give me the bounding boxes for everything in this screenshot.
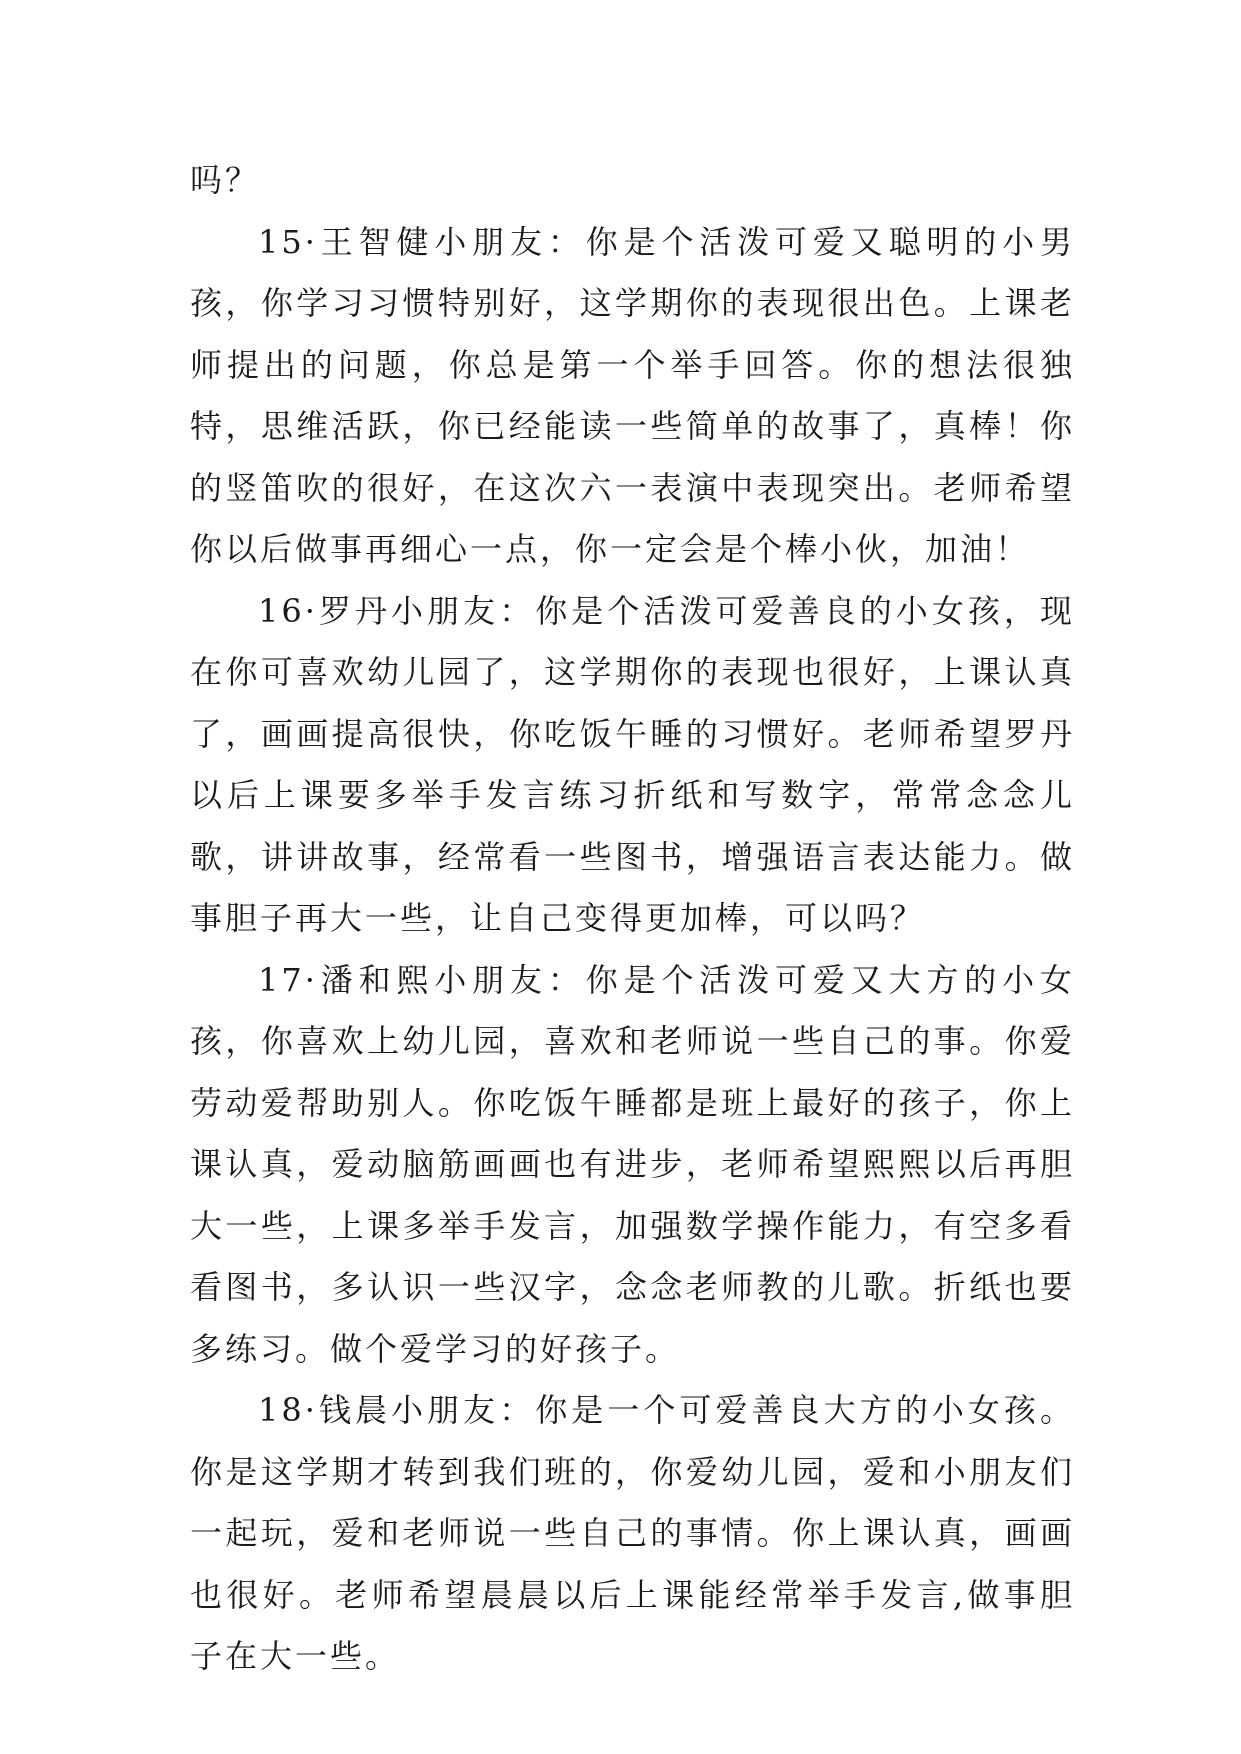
- document-page: [190, 150, 1075, 1688]
- paragraph-student-15: 15·王智健小朋友：你是个活泼可爱又聪明的小男孩，你学习习惯特别好，这学期你的表现很出色。上课老师提出的问题，你总是第一个举手回答。你的想法很独特，思维活跃，你已经能读一些简单的故事了，真棒！你的竖笛吹的很好，在这次六一表演中表现突出。老师希望你以后做事再细心一点，你一定会是个棒小伙，加油！: [190, 222, 1075, 568]
- paragraph-student-18: 18·钱晨小朋友：你是一个可爱善良大方的小女孩。你是这学期才转到我们班的，你爱幼儿园，爱和小朋友们一起玩，爱和老师说一些自己的事情。你上课认真，画画也很好。老师希望晨晨以后上课能经常举手发言,做事胆子在大一些。: [190, 1391, 1075, 1675]
- paragraph-continuation: 吗？: [190, 161, 261, 199]
- paragraph-student-17: 17·潘和熙小朋友：你是个活泼可爱又大方的小女孩，你喜欢上幼儿园，喜欢和老师说一些自己的事。你爱劳动爱帮助别人。你吃饭午睡都是班上最好的孩子，你上课认真，爱动脑筋画画也有进步，老师希望熙熙以后再胆大一些，上课多举手发言，加强数学操作能力，有空多看看图书，多认识一些汉字，念念老师教的儿歌。折纸也要多练习。做个爱学习的好孩子。: [190, 960, 1075, 1368]
- paragraph-student-16: 16·罗丹小朋友：你是个活泼可爱善良的小女孩，现在你可喜欢幼儿园了，这学期你的表现也很好，上课认真了，画画提高很快，你吃饭午睡的习惯好。老师希望罗丹以后上课要多举手发言练习折纸和写数字，常常念念儿歌，讲讲故事，经常看一些图书，增强语言表达能力。做事胆子再大一些，让自己变得更加棒，可以吗？: [190, 591, 1075, 937]
